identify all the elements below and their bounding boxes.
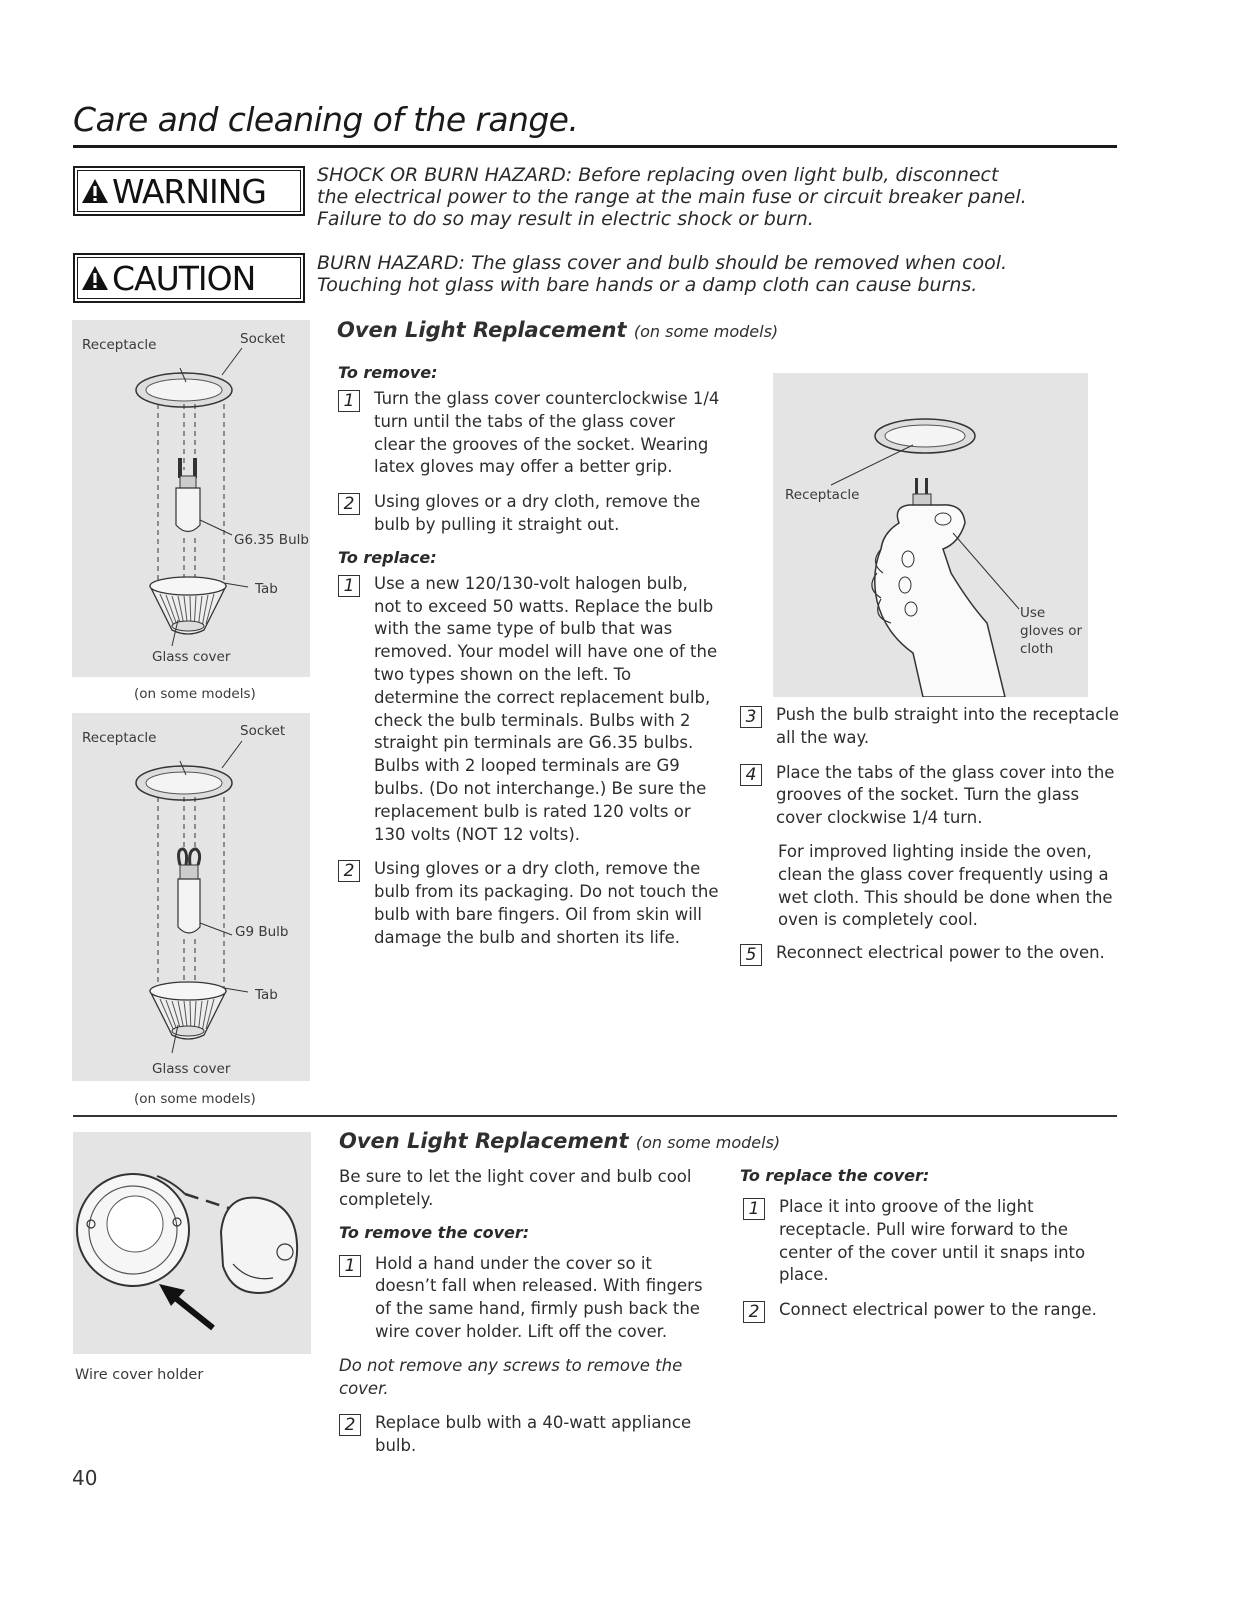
step-text: Replace bulb with a 40-watt appliance bulb.: [375, 1413, 692, 1456]
section1-heading: [337, 318, 778, 342]
caution-badge: [73, 253, 305, 303]
step-text: Hold a hand under the cover so it doesn’t fall when released. With fingers of the same hand, firmly push back the wire cover holder. Lift off the cover.: [375, 1253, 703, 1341]
step-text: Connect electrical power to the range.: [779, 1300, 1097, 1320]
step-number: 1: [338, 575, 360, 597]
install-step: [740, 704, 1120, 750]
remove-cover-step: [339, 1253, 714, 1344]
remove-cover-heading: To remove the cover:: [339, 1222, 530, 1242]
hand-receptacle-label: Receptacle: [785, 487, 860, 503]
screws-note: Do not remove any screws to remove the cover.: [339, 1355, 683, 1398]
step-text: Place the tabs of the glass cover into the grooves of the socket. Turn the glass cover clockwise 1/4 turn.: [776, 762, 1115, 828]
step-text: Turn the glass cover counterclockwise 1/4 turn until the tabs of the glass cover clear the grooves of the socket. Wearing latex gloves may offer a better grip.: [374, 389, 720, 477]
g635-caption: (on some models): [134, 686, 256, 702]
step-number: 3: [740, 706, 762, 728]
step-number: 1: [338, 390, 360, 412]
g635-socket-label: Socket: [240, 331, 286, 347]
g9-bulb-diagram: [72, 713, 310, 1081]
warning-line: the electrical power to the range at the main fuse or circuit breaker panel.: [317, 186, 1027, 208]
step-number: 1: [339, 1255, 361, 1277]
remove-step: [338, 388, 720, 479]
g635-bulb-label: G6.35 Bulb: [234, 532, 309, 548]
install-step: [740, 942, 1120, 966]
replace-step: [338, 573, 720, 847]
g9-bulb-figure: [72, 713, 310, 1081]
replace-cover-heading: To replace the cover:: [740, 1166, 930, 1185]
warning-line: SHOCK OR BURN HAZARD: Before replacing oven light bulb, disconnect: [317, 164, 999, 186]
warning-triangle-icon: [81, 177, 109, 205]
wire-cover-diagram: [73, 1132, 311, 1354]
section-divider: [73, 1115, 1117, 1117]
wire-cover-holder-label: Wire cover holder: [75, 1367, 204, 1383]
wire-cover-figure: [73, 1132, 311, 1354]
g635-glass-cover-label: Glass cover: [152, 649, 231, 665]
section2-heading-note: (on some models): [635, 1133, 781, 1152]
caution-line: BURN HAZARD: The glass cover and bulb should be removed when cool.: [317, 252, 1008, 274]
step-text: Place it into groove of the light receptacle. Pull wire forward to the center of the cover until it snaps into place.: [779, 1197, 1086, 1285]
g9-caption: (on some models): [134, 1091, 256, 1107]
step-number: 2: [339, 1414, 361, 1436]
warning-text: [317, 164, 1027, 230]
step-text: Reconnect electrical power to the oven.: [776, 943, 1105, 963]
step-number: 5: [740, 944, 762, 966]
step-text: Use a new 120/130-volt halogen bulb, not to exceed 50 watts. Replace the bulb with the same type of bulb that was removed. Your model will have one of the two types shown on the left. To determine the correct replacement bulb, check the bulb terminals. Bulbs with 2 straight pin terminals are G6.35 bulbs. Bulbs with 2 looped terminals are G9 bulbs. (Do not interchange.) Be sure the replacement bulb is rated 120 volts or 130 volts (NOT 12 volts).: [374, 573, 718, 844]
warning-line: Failure to do so may result in electric shock or burn.: [317, 208, 814, 230]
caution-line: Touching hot glass with bare hands or a damp cloth can cause burns.: [317, 274, 978, 296]
section1-right-column: [740, 704, 1120, 966]
replace-cover-step: [740, 1196, 1120, 1287]
page-title: Care and cleaning of the range.: [73, 100, 579, 139]
step-number: 1: [743, 1198, 765, 1220]
title-rule: [73, 145, 1117, 148]
install-step: [740, 762, 1120, 830]
gloves-label-line: gloves or: [1020, 623, 1083, 639]
step-text: Using gloves or a dry cloth, remove the bulb from its packaging. Do not touch the bulb with bare fingers. Oil from skin will damage the bulb and shorten its life.: [374, 859, 719, 947]
remove-cover-step: [339, 1412, 714, 1458]
section1-middle-column: [338, 363, 720, 950]
to-replace-heading: To replace:: [338, 547, 437, 567]
caution-triangle-icon: [81, 264, 109, 292]
step-number: 4: [740, 764, 762, 786]
g9-receptacle-label: Receptacle: [82, 730, 157, 746]
hand-bulb-figure: [773, 373, 1088, 697]
section1-heading-note: (on some models): [633, 322, 779, 341]
g9-bulb-label: G9 Bulb: [235, 924, 289, 940]
section2-right-column: [740, 1166, 1120, 1323]
g635-receptacle-label: Receptacle: [82, 337, 157, 353]
g9-glass-cover-label: Glass cover: [152, 1061, 231, 1077]
section1-heading-title: Oven Light Replacement: [337, 318, 627, 342]
cleaning-note: For improved lighting inside the oven, clean the glass cover frequently using a wet cloth. This should be done when the oven is completely cool.: [778, 841, 1113, 930]
g9-socket-label: Socket: [240, 723, 286, 739]
step-text: Using gloves or a dry cloth, remove the bulb by pulling it straight out.: [374, 492, 701, 534]
cool-intro: Be sure to let the light cover and bulb cool completely.: [339, 1167, 692, 1209]
section2-middle-column: [339, 1166, 714, 1458]
g9-tab-label: Tab: [255, 987, 278, 1003]
gloves-label-line: cloth: [1020, 641, 1054, 657]
gloves-label-line: Use: [1020, 605, 1046, 621]
step-number: 2: [338, 493, 360, 515]
caution-label: CAUTION: [112, 258, 256, 298]
step-number: 2: [743, 1301, 765, 1323]
remove-step: [338, 491, 720, 537]
warning-label: WARNING: [112, 171, 267, 211]
replace-cover-step: [740, 1299, 1120, 1323]
page-number: 40: [72, 1466, 98, 1490]
warning-badge: [73, 166, 305, 216]
step-text: Push the bulb straight into the receptacle all the way.: [776, 705, 1119, 747]
step-number: 2: [338, 860, 360, 882]
g635-bulb-diagram: [72, 320, 310, 677]
section2-heading: [339, 1129, 780, 1153]
caution-text: [317, 252, 1017, 296]
g635-tab-label: Tab: [255, 581, 278, 597]
to-remove-heading: To remove:: [338, 363, 438, 382]
section2-heading-title: Oven Light Replacement: [339, 1129, 629, 1153]
g635-bulb-figure: [72, 320, 310, 677]
replace-step: [338, 858, 720, 949]
gloves-label: [1020, 604, 1082, 658]
